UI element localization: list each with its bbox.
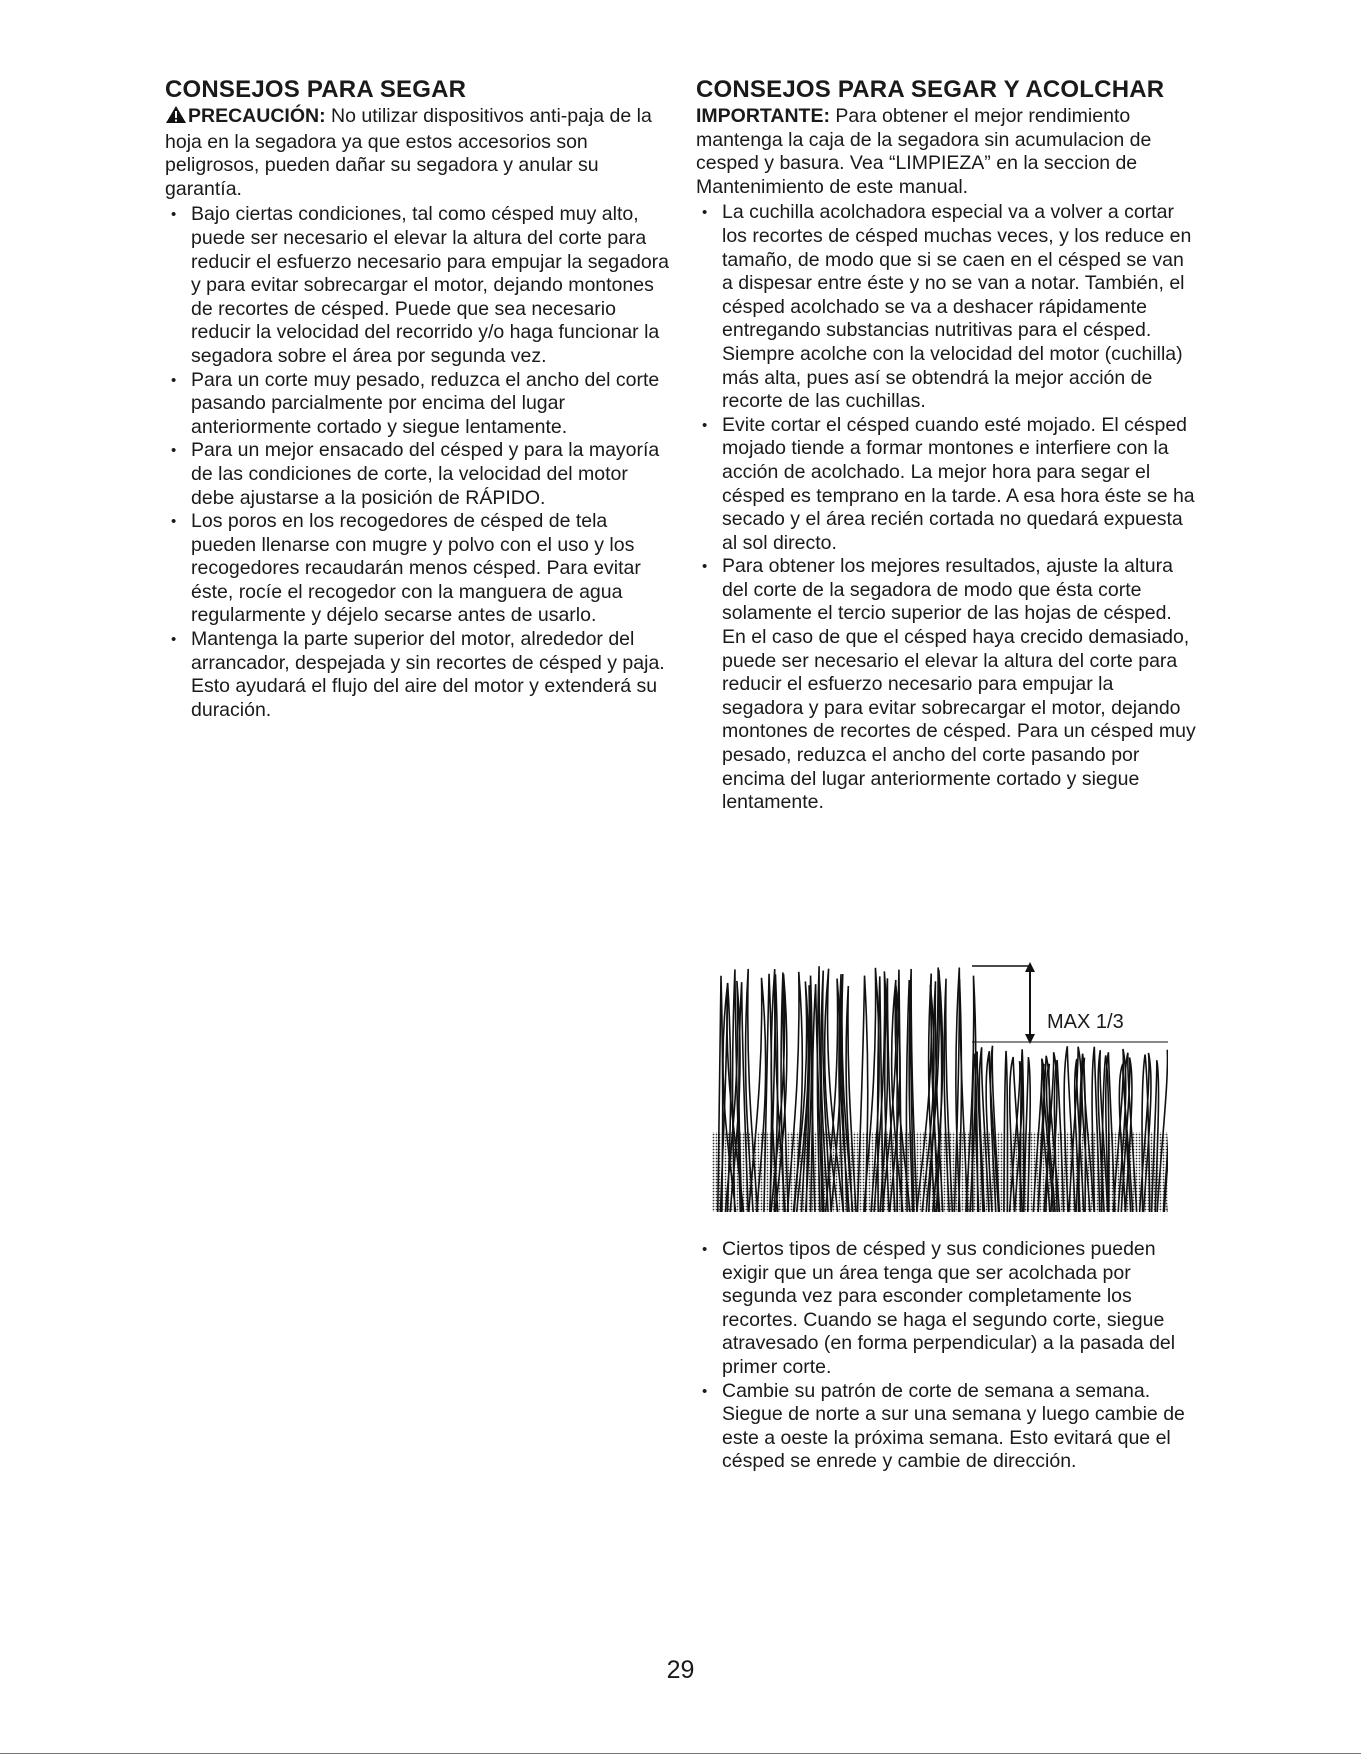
grass-cut-height-illustration <box>712 962 1168 1212</box>
mulching-tips-list <box>696 201 1196 814</box>
mowing-tips-list <box>165 203 670 722</box>
section-heading-mulching-tips: CONSEJOS PARA SEGAR Y ACOLCHAR <box>696 76 1165 103</box>
caution-label: PRECAUCIÓN: <box>188 105 326 127</box>
max-one-third-label: MAX 1/3 <box>1047 1011 1124 1033</box>
list-item: • Mantenga la parte superior del motor, alrededor del arrancador, despejada y sin recortes de césped y paja. Esto ayudará el flujo del aire del motor y extenderá su duración. <box>165 628 670 722</box>
important-label: IMPORTANTE: <box>696 105 830 127</box>
list-item: • Ciertos tipos de césped y sus condiciones pueden exigir que un área tenga que ser acolchada por segunda vez para esconder completamente los recortes. Cuando se haga el segundo corte, siegue atravesado (en forma perpendicular) a la pasada del primer corte. <box>696 1238 1196 1380</box>
list-item: • Para un corte muy pesado, reduzca el ancho del corte pasando parcialmente por encima del lugar anteriormente cortado y siegue lentamente. <box>165 369 670 440</box>
list-item: • Evite cortar el césped cuando esté mojado. El césped mojado tiende a formar montones e interfiere con la acción de acolchado. La mejor hora para segar el césped es temprano en la tarde. A esa hora éste se ha secado y el área recién cortada no quedará expuesta al sol directo. <box>696 414 1196 556</box>
left-column <box>165 76 670 722</box>
list-item: • Para obtener los mejores resultados, ajuste la altura del corte de la segadora de modo que ésta corte solamente el tercio superior de las hojas de césped. En el caso de que el césped haya crecido demasiado, puede ser necesario el elevar la altura del corte para reducir el esfuerzo necesario para empujar la segadora y para evitar sobrecargar el motor, dejando montones de recortes de césped. Para un césped muy pesado, reduzca el ancho del corte pasando por encima del lugar anteriormente cortado y siegue lentamente. <box>696 555 1196 815</box>
additional-tips-list <box>696 1238 1196 1474</box>
section-heading-mowing-tips: CONSEJOS PARA SEGAR <box>165 76 467 103</box>
list-item: • Cambie su patrón de corte de semana a semana. Siegue de norte a sur una semana y luego cambie de este a oeste la próxima semana. Esto evitará que el césped se enrede y cambie de dirección. <box>696 1380 1196 1474</box>
important-text: Para obtener el mejor rendimiento mantenga la caja de la segadora sin acumulacion de cesped y basura. Vea “LIMPIEZA” en la seccion de Mantenimiento de este manual. <box>696 105 1152 198</box>
additional-mulching-tips <box>696 1236 1196 1474</box>
grass-blades-icon <box>712 962 1168 1212</box>
important-paragraph <box>696 105 1196 199</box>
list-item: • Bajo ciertas condiciones, tal como césped muy alto, puede ser necesario el elevar la altura del corte para reducir el esfuerzo necesario para empujar la segadora y para evitar sobrecargar el motor, dejando montones de recortes de césped. Puede que sea necesario reducir la velocidad del recorrido y/o haga funcionar la segadora sobre el área por segunda vez. <box>165 203 670 368</box>
warning-triangle-icon <box>165 105 187 131</box>
right-column <box>696 76 1196 815</box>
caution-text: No utilizar dispositivos anti-paja de la hoja en la segadora ya que estos accesorios son peligrosos, pueden dañar su segadora y anular su garantía. <box>165 105 652 200</box>
caution-paragraph <box>165 105 670 201</box>
list-item: • Para un mejor ensacado del césped y para la mayoría de las condiciones de corte, la velocidad del motor debe ajustarse a la posición de RÁPIDO. <box>165 439 670 510</box>
list-item: • Los poros en los recogedores de césped de tela pueden llenarse con mugre y polvo con el uso y los recogedores recaudarán menos césped. Para evitar éste, rocíe el recogedor con la manguera de agua regularmente y déjelo secarse antes de usarlo. <box>165 510 670 628</box>
list-item: • La cuchilla acolchadora especial va a volver a cortar los recortes de césped muchas veces, y los reduce en tamaño, de modo que si se caen en el césped se van a dispesar entre éste y no se van a notar. También, el césped acolchado se va a deshacer rápidamente entregando substancias nutritivas para el césped. Siempre acolche con la velocidad del motor (cuchilla) más alta, pues así se obtendrá la mejor acción de recorte de las cuchillas. <box>696 201 1196 413</box>
page-number: 29 <box>666 1656 695 1684</box>
bottom-rule <box>0 1753 1361 1754</box>
